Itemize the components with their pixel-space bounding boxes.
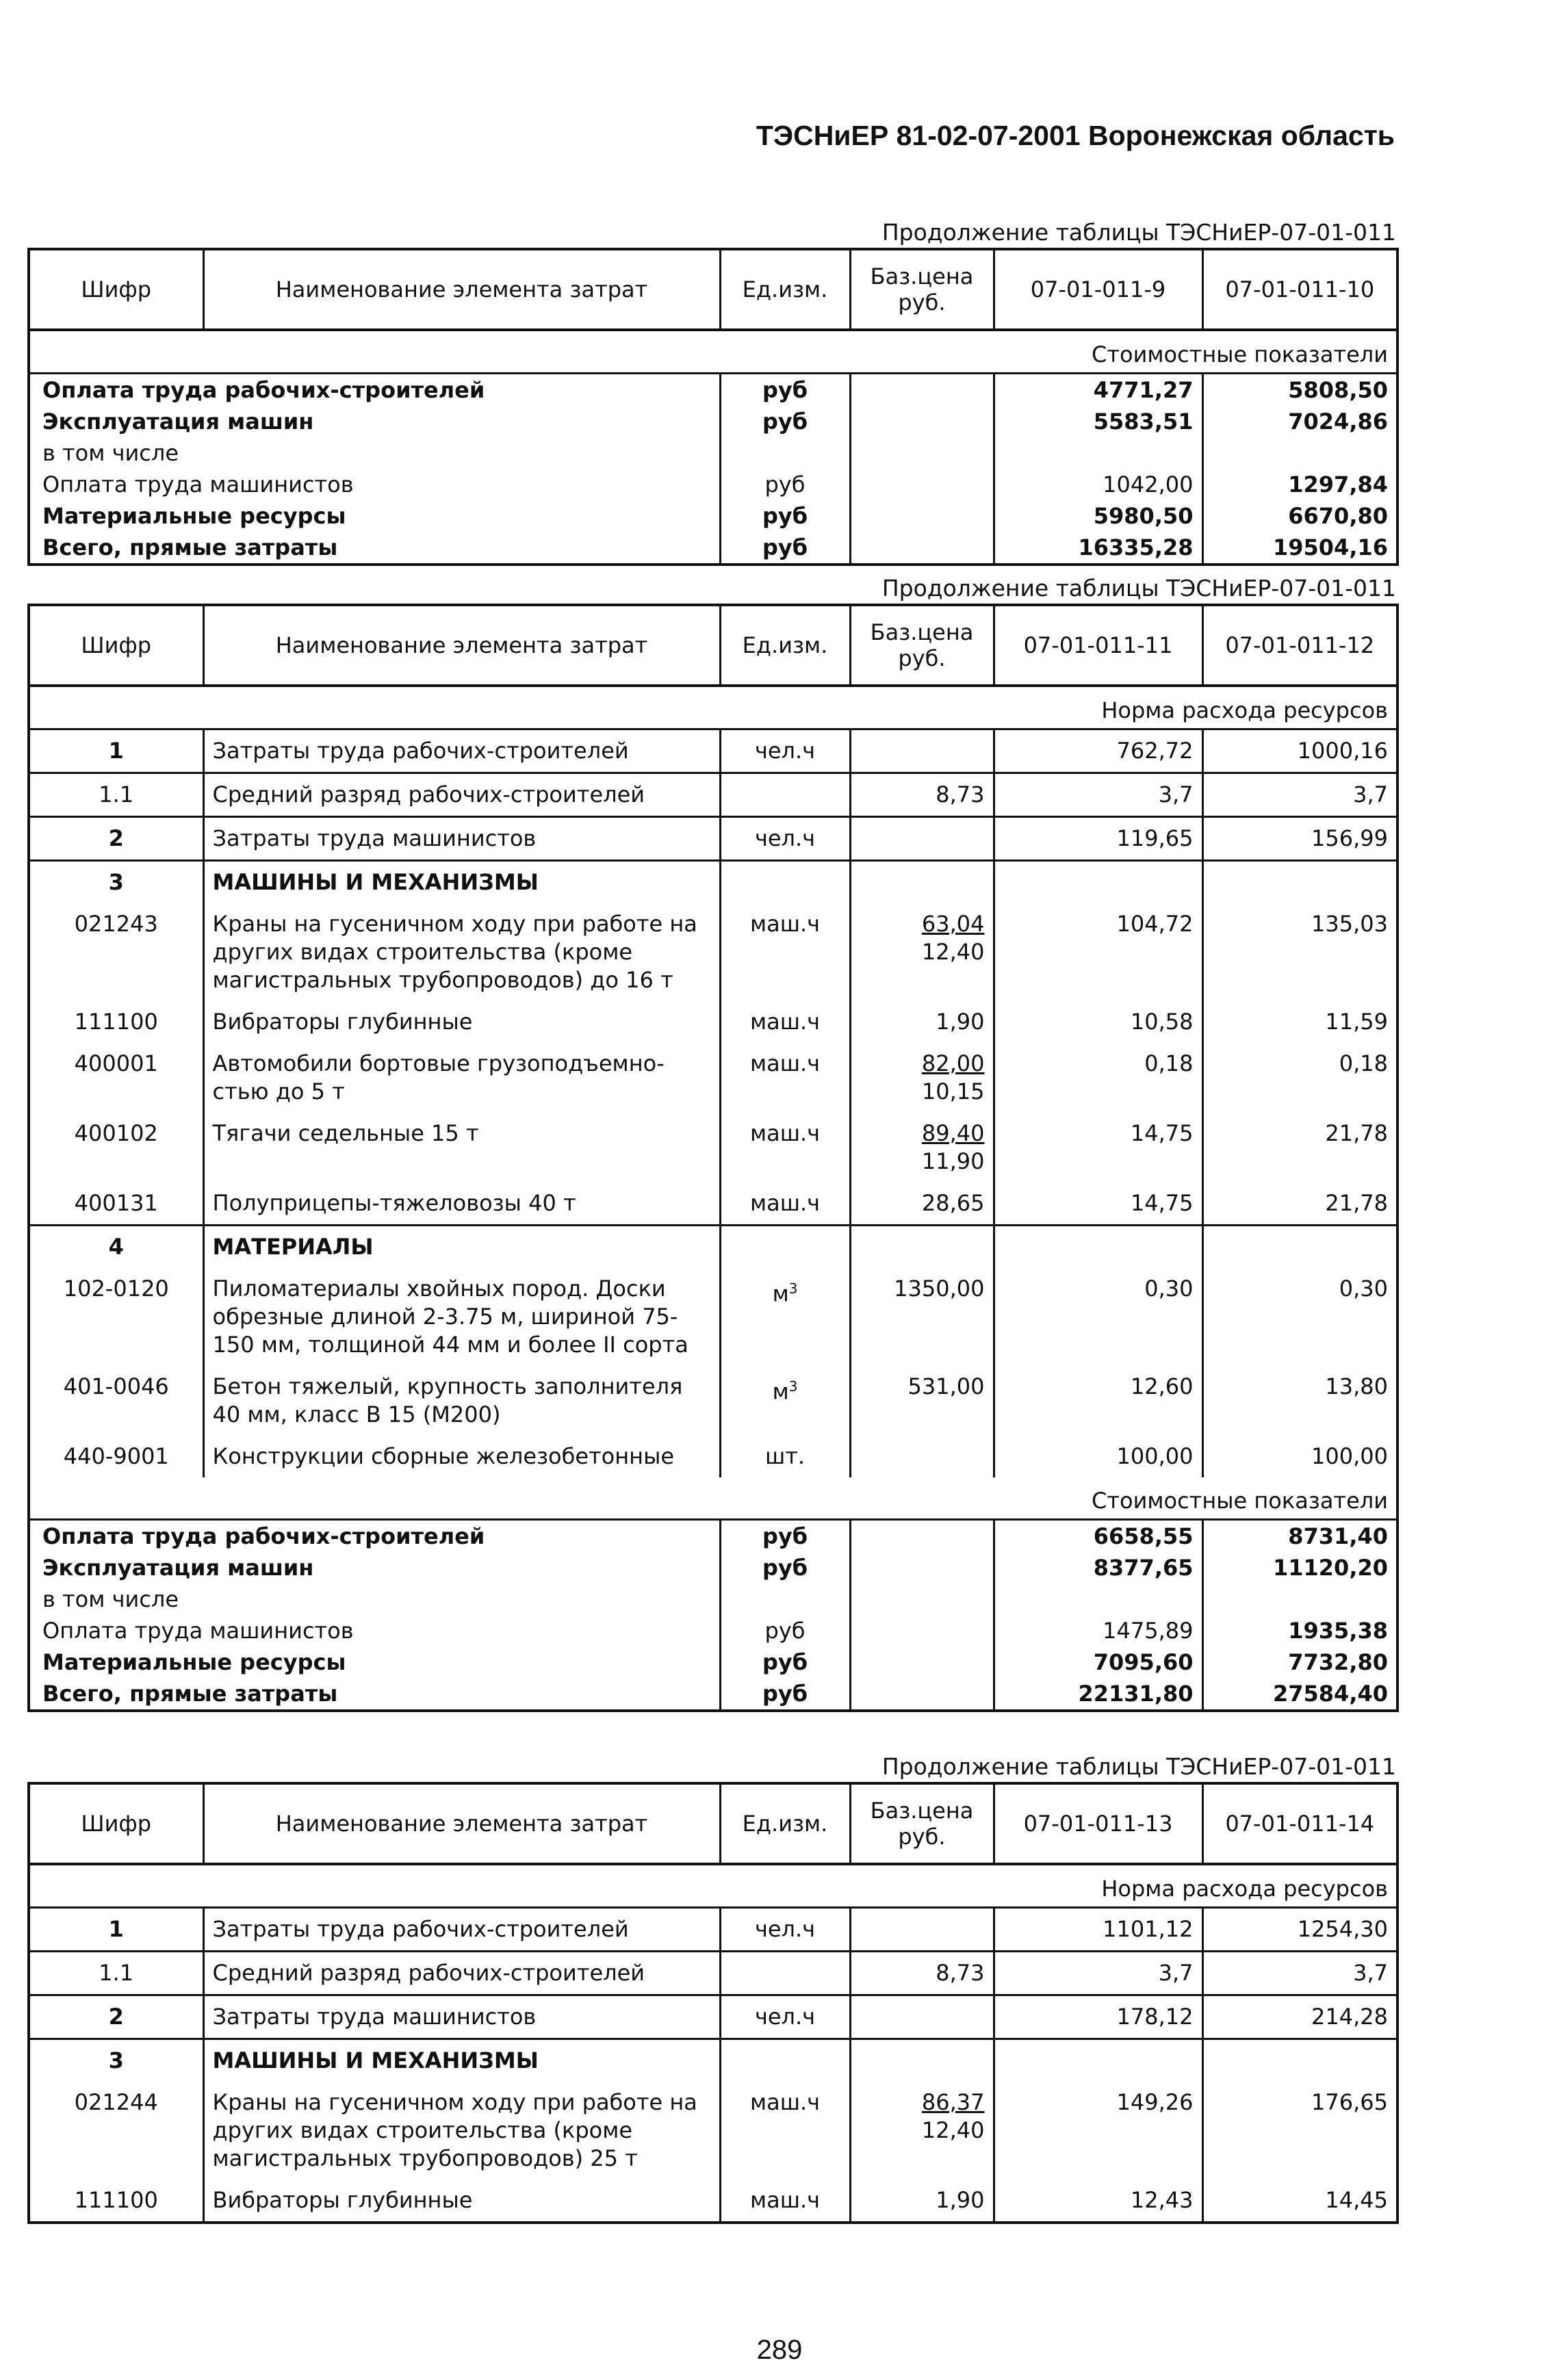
subheader-row [29, 686, 1397, 729]
resource-unit [720, 2039, 850, 2082]
cost-row [29, 1552, 1397, 1583]
continuation-label: Продолжение таблицы ТЭСНиЕР-07-01-011 [881, 575, 1396, 602]
resource-price [850, 1001, 994, 1043]
resource-code: 021243 [74, 911, 158, 937]
resource-value-a: 178,12 [994, 1995, 1202, 2039]
resource-name: Вибраторы глубинные [203, 1001, 720, 1043]
resource-price [850, 903, 994, 1001]
resource-name: Конструкции сборные железобетонные [203, 1436, 720, 1477]
header-col-a: 07-01-011-11 [994, 605, 1202, 686]
resource-value-b: 3,7 [1202, 773, 1397, 817]
resource-value-a: 14,75 [994, 1182, 1202, 1226]
price-value: 531,00 [907, 1373, 985, 1399]
unit-text: маш.ч [749, 2089, 821, 2115]
resource-value-a: 10,58 [994, 1001, 1202, 1043]
header-unit: Ед.изм. [720, 249, 850, 330]
table-body [29, 249, 1397, 565]
cost-label: в том числе [42, 440, 179, 466]
cost-value-a [994, 437, 1202, 469]
cost-label: Оплата труда рабочих-строителей [29, 374, 720, 406]
resource-code: 440-9001 [63, 1443, 169, 1469]
resource-row [29, 2039, 1397, 2082]
header-col-a: 07-01-011-9 [994, 249, 1202, 330]
cost-label: Оплата труда машинистов [42, 1618, 354, 1644]
price-value: 63,04 [921, 911, 985, 937]
price-operator-wage: 10,15 [921, 1078, 985, 1104]
resource-row [29, 773, 1397, 817]
resource-value-b: 0,30 [1202, 1268, 1397, 1366]
cost-value-a: 5583,51 [994, 406, 1202, 437]
resource-name: МАШИНЫ И МЕХАНИЗМЫ [203, 2039, 720, 2082]
cost-value-a: 16335,28 [994, 532, 1202, 565]
resource-row [29, 1366, 1397, 1436]
resource-price [850, 1436, 994, 1477]
resource-name: Краны на гусеничном ходу при работе на других видах строительства (кроме магистральных трубопроводов) 25 т [203, 2082, 720, 2179]
price-value: 82,00 [921, 1050, 985, 1076]
header-name: Наименование элемента затрат [203, 1783, 720, 1864]
header-unit: Ед.изм. [720, 1783, 850, 1864]
cost-value-a [994, 1583, 1202, 1615]
resource-value-b: 156,99 [1202, 817, 1397, 861]
price-value: 1350,00 [894, 1276, 985, 1302]
cost-row [29, 1583, 1397, 1615]
resource-value-a: 0,18 [994, 1043, 1202, 1113]
resource-row [29, 729, 1397, 773]
resource-value-b [1202, 1226, 1397, 1269]
resource-unit [720, 1182, 850, 1226]
resource-code: 400131 [29, 1182, 203, 1226]
unit-text: маш.ч [749, 1190, 821, 1216]
resource-row [29, 2179, 1397, 2223]
resource-price [850, 1908, 994, 1952]
cost-row [29, 406, 1397, 437]
cost-label: Эксплуатация машин [29, 406, 720, 437]
resource-unit [720, 1043, 850, 1113]
cost-unit: руб [720, 1520, 850, 1553]
cost-value-b: 1297,84 [1202, 469, 1397, 500]
cost-unit: руб [720, 1678, 850, 1711]
subheader-label: Норма расхода ресурсов [29, 1864, 1397, 1908]
cost-label: в том числе [42, 1586, 179, 1612]
cost-unit: руб [720, 532, 850, 565]
cost-value-a: 7095,60 [994, 1646, 1202, 1678]
unit-exponent: 3 [788, 1280, 798, 1297]
resource-code: 102-0120 [63, 1276, 169, 1302]
cost-price-empty [850, 469, 994, 500]
cost-price-empty [850, 1552, 994, 1583]
cost-value-b: 5808,50 [1202, 374, 1397, 406]
cost-price-empty [850, 1583, 994, 1615]
header-name: Наименование элемента затрат [203, 249, 720, 330]
resource-unit [720, 1268, 850, 1366]
header-price [850, 605, 994, 686]
resource-name: Бетон тяжелый, крупность заполнителя 40 мм, класс В 15 (М200) [203, 1366, 720, 1436]
resource-unit [720, 861, 850, 904]
resource-value-a: 149,26 [994, 2082, 1202, 2179]
resource-value-a [994, 1226, 1202, 1269]
resource-unit [720, 2179, 850, 2223]
resource-row [29, 861, 1397, 904]
cost-row [29, 532, 1397, 565]
unit-text: маш.ч [749, 2187, 821, 2213]
resource-price [850, 1113, 994, 1182]
resource-name: Средний разряд рабочих-строителей [203, 773, 720, 817]
continuation-label: Продолжение таблицы ТЭСНиЕР-07-01-011 [881, 1753, 1396, 1780]
cost-value-b: 19504,16 [1202, 532, 1397, 565]
unit-text: маш.ч [749, 1120, 821, 1146]
cost-label: Эксплуатация машин [29, 1552, 720, 1583]
resource-value-b: 21,78 [1202, 1182, 1397, 1226]
cost-unit: руб [720, 469, 850, 500]
resource-name: Тягачи седельные 15 т [203, 1113, 720, 1182]
resource-table [27, 1782, 1399, 2224]
resource-row [29, 2082, 1397, 2179]
cost-label: Материальные ресурсы [29, 500, 720, 532]
cost-label: Материальные ресурсы [29, 1646, 720, 1678]
cost-unit: руб [720, 374, 850, 406]
price-operator-wage: 12,40 [921, 2117, 985, 2143]
resource-unit [720, 1436, 850, 1477]
header-price-line2: руб. [898, 1824, 946, 1850]
resource-row [29, 1952, 1397, 1995]
resource-unit [720, 1995, 850, 2039]
resource-code: 1 [29, 729, 203, 773]
unit-text: чел.ч [754, 738, 816, 764]
resource-unit [720, 1226, 850, 1269]
resource-value-a: 14,75 [994, 1113, 1202, 1182]
resource-unit [720, 1908, 850, 1952]
resource-code: 021244 [74, 2089, 158, 2115]
header-col-b: 07-01-011-14 [1202, 1783, 1397, 1864]
resource-row [29, 1001, 1397, 1043]
unit-text: чел.ч [754, 825, 816, 851]
cost-price-empty [850, 1615, 994, 1646]
subheader-row [29, 330, 1397, 374]
resource-value-b: 3,7 [1202, 1952, 1397, 1995]
cost-row [29, 500, 1397, 532]
resource-price [850, 2082, 994, 2179]
resource-value-b: 135,03 [1202, 903, 1397, 1001]
resource-name: Пиломатериалы хвойных пород. Доски обрезные длиной 2-3.75 м, шириной 75-150 мм, толщиной 44 мм и более II сорта [203, 1268, 720, 1366]
resource-unit [720, 903, 850, 1001]
resource-name: Средний разряд рабочих-строителей [203, 1952, 720, 1995]
header-price-line1: Баз.цена [870, 263, 974, 289]
header-price-line2: руб. [898, 289, 946, 315]
subheader-row [29, 1477, 1397, 1520]
resource-value-b: 214,28 [1202, 1995, 1397, 2039]
resource-unit [720, 729, 850, 773]
cost-value-b: 7024,86 [1202, 406, 1397, 437]
resource-value-a: 762,72 [994, 729, 1202, 773]
unit-exponent: 3 [788, 1378, 798, 1395]
cost-value-a: 8377,65 [994, 1552, 1202, 1583]
header-price-line1: Баз.цена [870, 619, 974, 645]
resource-name: Затраты труда машинистов [203, 1995, 720, 2039]
header-row [29, 249, 1397, 330]
resource-code: 2 [29, 817, 203, 861]
resource-value-a: 1101,12 [994, 1908, 1202, 1952]
header-code: Шифр [29, 249, 203, 330]
resource-value-a: 3,7 [994, 1952, 1202, 1995]
resource-code: 2 [29, 1995, 203, 2039]
cost-row [29, 1520, 1397, 1553]
cost-row [29, 1646, 1397, 1678]
unit-text: маш.ч [749, 911, 821, 937]
cost-label: Оплата труда машинистов [42, 471, 354, 497]
price-value: 28,65 [921, 1190, 985, 1216]
resource-code: 1.1 [29, 773, 203, 817]
cost-value-b [1202, 437, 1397, 469]
cost-value-a: 6658,55 [994, 1520, 1202, 1553]
resource-row [29, 1226, 1397, 1269]
resource-code: 3 [108, 2047, 124, 2073]
header-row [29, 605, 1397, 686]
cost-row [29, 1678, 1397, 1711]
resource-unit [720, 2082, 850, 2179]
resource-price [850, 1226, 994, 1269]
cost-table [27, 248, 1399, 566]
resource-value-a [994, 861, 1202, 904]
price-operator-wage: 11,90 [921, 1148, 985, 1174]
table-body [29, 1783, 1397, 2223]
resource-value-a: 119,65 [994, 817, 1202, 861]
header-price-line1: Баз.цена [870, 1798, 974, 1824]
resource-code: 111100 [74, 2187, 158, 2213]
cost-row [29, 1615, 1397, 1646]
cost-value-b [1202, 1583, 1397, 1615]
header-col-a: 07-01-011-13 [994, 1783, 1202, 1864]
resource-name: МАТЕРИАЛЫ [203, 1226, 720, 1269]
resource-value-b: 1000,16 [1202, 729, 1397, 773]
price-value: 8,73 [936, 1960, 985, 1986]
resource-row [29, 903, 1397, 1001]
resource-code: 4 [108, 1234, 124, 1260]
cost-value-a: 1475,89 [994, 1615, 1202, 1646]
cost-label: Всего, прямые затраты [29, 1678, 720, 1711]
resource-price [850, 1366, 994, 1436]
resource-price [850, 729, 994, 773]
resource-price [850, 1952, 994, 1995]
unit-text: маш.ч [749, 1009, 821, 1035]
resource-value-b [1202, 2039, 1397, 2082]
cost-price-empty [850, 500, 994, 532]
resource-value-b: 100,00 [1202, 1436, 1397, 1477]
cost-price-empty [850, 406, 994, 437]
resource-name: Вибраторы глубинные [203, 2179, 720, 2223]
subheader-label: Стоимостные показатели [29, 330, 1397, 374]
cost-value-a: 1042,00 [994, 469, 1202, 500]
resource-value-b: 1254,30 [1202, 1908, 1397, 1952]
resource-value-a [994, 2039, 1202, 2082]
page-header: ТЭСНиЕР 81-02-07-2001 Воронежская область [756, 120, 1395, 151]
unit-text: м [772, 1280, 789, 1307]
resource-row [29, 1268, 1397, 1366]
resource-value-b: 13,80 [1202, 1366, 1397, 1436]
resource-name: Автомобили бортовые грузоподъемно-стью до 5 т [203, 1043, 720, 1113]
resource-unit [720, 773, 850, 817]
header-unit: Ед.изм. [720, 605, 850, 686]
resource-price [850, 1182, 994, 1226]
header-price [850, 1783, 994, 1864]
cost-price-empty [850, 1678, 994, 1711]
resource-row [29, 1113, 1397, 1182]
cost-value-b: 6670,80 [1202, 500, 1397, 532]
resource-unit [720, 1113, 850, 1182]
unit-text: маш.ч [749, 1050, 821, 1076]
resource-name: Краны на гусеничном ходу при работе на других видах строительства (кроме магистральных трубопроводов) до 16 т [203, 903, 720, 1001]
table-section-2 [27, 573, 1396, 1712]
cost-unit: руб [720, 1646, 850, 1678]
cost-price-empty [850, 532, 994, 565]
resource-value-b: 21,78 [1202, 1113, 1397, 1182]
resource-unit [720, 1366, 850, 1436]
unit-text: шт. [764, 1443, 806, 1469]
cost-unit: руб [720, 1615, 850, 1646]
header-col-b: 07-01-011-10 [1202, 249, 1397, 330]
resource-row [29, 1043, 1397, 1113]
header-code: Шифр [29, 605, 203, 686]
cost-price-empty [850, 1646, 994, 1678]
cost-label: Всего, прямые затраты [29, 532, 720, 565]
header-col-b: 07-01-011-12 [1202, 605, 1397, 686]
cost-unit: руб [720, 406, 850, 437]
resource-code: 1 [29, 1908, 203, 1952]
resource-unit [720, 817, 850, 861]
resource-row [29, 1908, 1397, 1952]
resource-price [850, 1043, 994, 1113]
cost-row [29, 374, 1397, 406]
unit-text: чел.ч [754, 2004, 816, 2030]
table-section-3 [27, 1752, 1396, 2224]
price-value: 89,40 [921, 1120, 985, 1146]
resource-value-b: 176,65 [1202, 2082, 1397, 2179]
resource-value-b: 14,45 [1202, 2179, 1397, 2223]
continuation-label: Продолжение таблицы ТЭСНиЕР-07-01-011 [881, 219, 1396, 246]
resource-row [29, 1182, 1397, 1226]
cost-unit [720, 437, 850, 469]
subheader-label: Стоимостные показатели [29, 1477, 1397, 1520]
resource-code: 111100 [74, 1009, 158, 1035]
resource-value-a: 104,72 [994, 903, 1202, 1001]
resource-price [850, 1268, 994, 1366]
resource-code: 400102 [74, 1120, 158, 1146]
resource-value-b: 0,18 [1202, 1043, 1397, 1113]
cost-unit: руб [720, 500, 850, 532]
header-code: Шифр [29, 1783, 203, 1864]
resource-price [850, 817, 994, 861]
table-body [29, 605, 1397, 1711]
resource-row [29, 1995, 1397, 2039]
cost-row [29, 469, 1397, 500]
resource-name: Затраты труда рабочих-строителей [203, 729, 720, 773]
resource-code: 1.1 [29, 1952, 203, 1995]
resource-table [27, 604, 1399, 1712]
cost-value-b: 1935,38 [1202, 1615, 1397, 1646]
resource-row [29, 817, 1397, 861]
unit-text: чел.ч [754, 1916, 816, 1942]
resource-name: Полуприцепы-тяжеловозы 40 т [203, 1182, 720, 1226]
cost-price-empty [850, 437, 994, 469]
header-row [29, 1783, 1397, 1864]
cost-value-b: 7732,80 [1202, 1646, 1397, 1678]
header-name: Наименование элемента затрат [203, 605, 720, 686]
cost-value-b: 8731,40 [1202, 1520, 1397, 1553]
resource-unit [720, 1952, 850, 1995]
cost-value-a: 5980,50 [994, 500, 1202, 532]
price-value: 1,90 [936, 2187, 985, 2213]
price-value: 86,37 [921, 2089, 985, 2115]
unit-text: м [772, 1378, 789, 1405]
resource-value-b: 11,59 [1202, 1001, 1397, 1043]
resource-value-b [1202, 861, 1397, 904]
resource-value-a: 12,43 [994, 2179, 1202, 2223]
price-value: 8,73 [936, 781, 985, 807]
resource-value-a: 12,60 [994, 1366, 1202, 1436]
table-section-1 [27, 218, 1396, 566]
resource-value-a: 100,00 [994, 1436, 1202, 1477]
cost-row [29, 437, 1397, 469]
resource-value-a: 3,7 [994, 773, 1202, 817]
page-number: 289 [756, 2335, 803, 2365]
resource-price [850, 1995, 994, 2039]
resource-price [850, 2179, 994, 2223]
cost-price-empty [850, 374, 994, 406]
price-value: 1,90 [936, 1009, 985, 1035]
resource-value-a: 0,30 [994, 1268, 1202, 1366]
resource-code: 3 [108, 869, 124, 895]
subheader-label: Норма расхода ресурсов [29, 686, 1397, 729]
resource-row [29, 1436, 1397, 1477]
resource-name: МАШИНЫ И МЕХАНИЗМЫ [203, 861, 720, 904]
cost-value-b: 27584,40 [1202, 1678, 1397, 1711]
resource-price [850, 861, 994, 904]
resource-price [850, 2039, 994, 2082]
cost-price-empty [850, 1520, 994, 1553]
cost-unit: руб [720, 1552, 850, 1583]
resource-price [850, 773, 994, 817]
cost-label: Оплата труда рабочих-строителей [29, 1520, 720, 1553]
resource-code: 400001 [74, 1050, 158, 1076]
header-price-line2: руб. [898, 645, 946, 671]
resource-code: 401-0046 [63, 1373, 169, 1399]
cost-value-b: 11120,20 [1202, 1552, 1397, 1583]
price-operator-wage: 12,40 [921, 939, 985, 965]
resource-unit [720, 1001, 850, 1043]
resource-name: Затраты труда рабочих-строителей [203, 1908, 720, 1952]
subheader-row [29, 1864, 1397, 1908]
cost-unit [720, 1583, 850, 1615]
cost-value-a: 22131,80 [994, 1678, 1202, 1711]
cost-value-a: 4771,27 [994, 374, 1202, 406]
header-price [850, 249, 994, 330]
resource-name: Затраты труда машинистов [203, 817, 720, 861]
